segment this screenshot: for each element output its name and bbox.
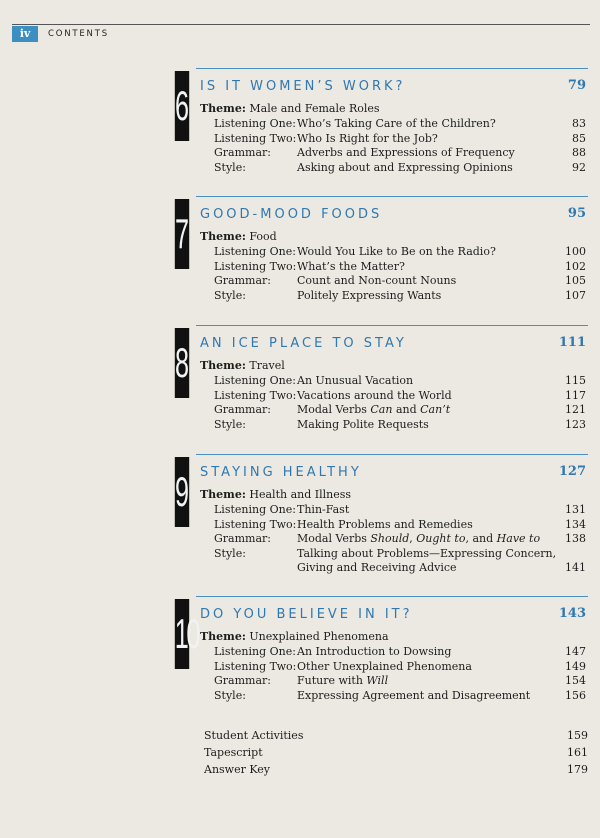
section-row[interactable]	[214, 403, 586, 418]
section-title: Politely Expressing Wants	[297, 288, 442, 302]
section-label: Listening Two:	[214, 259, 297, 273]
page-number-badge: iv	[12, 26, 38, 42]
section-title: Other Unexplained Phenomena	[297, 659, 472, 673]
section-title: An Introduction to Dowsing	[297, 645, 452, 658]
section-row[interactable]	[214, 274, 586, 289]
unit-title[interactable]: IS IT WOMEN’S WORK?	[200, 79, 406, 94]
section-page-number: 92	[572, 160, 586, 174]
unit-rule	[196, 596, 588, 597]
section-title: Thin-Fast	[297, 503, 350, 516]
section-page-number: 102	[565, 259, 586, 273]
section-row[interactable]	[214, 418, 586, 433]
section-title: Would You Like to Be on the Radio?	[297, 245, 496, 258]
section-row[interactable]	[214, 503, 586, 518]
section-page-number: 123	[565, 417, 586, 431]
section-label: Grammar:	[214, 274, 271, 287]
header-rule	[12, 24, 590, 25]
section-page-number: 88	[572, 146, 586, 159]
section-row[interactable]	[214, 245, 586, 260]
back-matter-page-number: 179	[567, 763, 588, 776]
section-title: Future with Will	[297, 674, 389, 687]
section-page-number: 156	[565, 688, 586, 702]
section-page-number: 141	[565, 561, 586, 574]
section-label: Listening Two:	[214, 388, 297, 402]
unit-theme	[200, 230, 277, 243]
section-row[interactable]	[214, 518, 586, 533]
section-row[interactable]	[214, 547, 586, 576]
unit-page-number: 95	[567, 206, 586, 221]
back-matter-label: Answer Key	[204, 763, 270, 776]
section-page-number: 154	[565, 674, 586, 687]
section-page-number: 105	[565, 274, 586, 287]
unit-sections	[214, 117, 586, 175]
section-title: Vacations around the World	[297, 388, 452, 402]
section-title: Who’s Taking Care of the Children?	[297, 117, 496, 130]
theme-text: Health and Illness	[249, 488, 352, 501]
section-label: Listening Two:	[214, 517, 297, 531]
section-row[interactable]	[214, 374, 586, 389]
section-title: Expressing Agreement and Disagreement	[297, 688, 531, 702]
section-label: Grammar:	[214, 403, 271, 416]
section-row[interactable]	[214, 117, 586, 132]
header-title: CONTENTS	[48, 29, 109, 39]
section-title: Talking about Problems—Expressing Concern, Giving and Receiving Advice	[297, 546, 557, 574]
section-page-number: 121	[565, 403, 586, 416]
unit-title[interactable]: AN ICE PLACE TO STAY	[200, 336, 407, 351]
unit-page-number: 127	[558, 464, 586, 479]
section-label: Listening One:	[214, 245, 296, 258]
unit-theme	[200, 488, 351, 501]
unit-number-block: 6	[175, 71, 189, 141]
theme-text: Male and Female Roles	[249, 102, 380, 115]
section-title: Count and Non-count Nouns	[297, 274, 457, 287]
back-matter-row[interactable]	[204, 729, 588, 746]
theme-text: Food	[249, 230, 277, 243]
section-row[interactable]	[214, 532, 586, 547]
unit-number-block: 8	[175, 328, 189, 398]
theme-label: Theme:	[200, 102, 246, 115]
section-row[interactable]	[214, 645, 586, 660]
section-label: Style:	[214, 288, 246, 302]
unit-page-number: 111	[558, 335, 586, 350]
section-page-number: 149	[565, 659, 586, 673]
section-page-number: 131	[565, 503, 586, 516]
section-label: Grammar:	[214, 532, 271, 545]
section-page-number: 85	[572, 131, 586, 145]
section-row[interactable]	[214, 660, 586, 675]
section-row[interactable]	[214, 132, 586, 147]
section-page-number: 117	[565, 388, 586, 402]
section-page-number: 107	[565, 288, 586, 302]
back-matter-page-number: 159	[567, 729, 588, 742]
back-matter-label: Tapescript	[204, 746, 263, 759]
section-label: Listening One:	[214, 117, 296, 130]
back-matter-list	[204, 729, 588, 780]
unit-rule	[196, 454, 588, 455]
section-label: Style:	[214, 688, 246, 702]
section-title: What’s the Matter?	[297, 259, 405, 273]
unit-number-block: 7	[175, 199, 189, 269]
section-row[interactable]	[214, 146, 586, 161]
section-label: Style:	[214, 417, 246, 431]
section-label: Listening Two:	[214, 659, 297, 673]
unit-theme	[200, 630, 389, 643]
section-label: Style:	[214, 546, 246, 560]
section-label: Grammar:	[214, 146, 271, 159]
unit-page-number: 143	[558, 606, 586, 621]
unit-rule	[196, 68, 588, 69]
back-matter-row[interactable]	[204, 763, 588, 780]
section-title: Making Polite Requests	[297, 417, 429, 431]
back-matter-row[interactable]	[204, 746, 588, 763]
section-page-number: 83	[572, 117, 586, 130]
section-label: Style:	[214, 160, 246, 174]
unit-title[interactable]: GOOD-MOOD FOODS	[200, 207, 383, 222]
unit-theme	[200, 359, 285, 372]
unit-theme	[200, 102, 380, 115]
section-row[interactable]	[214, 260, 586, 275]
section-title: Asking about and Expressing Opinions	[297, 160, 513, 174]
unit-number-block: 10	[175, 599, 189, 669]
section-row[interactable]	[214, 161, 586, 176]
unit-sections	[214, 503, 586, 576]
section-title: Who Is Right for the Job?	[297, 131, 438, 145]
section-title: Adverbs and Expressions of Frequency	[297, 146, 515, 159]
theme-text: Travel	[249, 359, 285, 372]
unit-page-number: 79	[567, 78, 586, 93]
unit-sections	[214, 374, 586, 432]
unit-title[interactable]: STAYING HEALTHY	[200, 465, 362, 480]
section-label: Listening One:	[214, 374, 296, 387]
section-title: Modal Verbs Can and Can’t	[297, 403, 451, 416]
section-title: Modal Verbs Should, Ought to, and Have to	[297, 532, 541, 545]
section-row[interactable]	[214, 674, 586, 689]
theme-label: Theme:	[200, 359, 246, 372]
section-row[interactable]	[214, 289, 586, 304]
theme-label: Theme:	[200, 230, 246, 243]
section-title: Health Problems and Remedies	[297, 517, 473, 531]
unit-sections	[214, 645, 586, 703]
section-row[interactable]	[214, 689, 586, 704]
section-label: Listening Two:	[214, 131, 297, 145]
theme-label: Theme:	[200, 488, 246, 501]
theme-text: Unexplained Phenomena	[249, 630, 389, 643]
section-page-number: 147	[565, 645, 586, 658]
section-page-number: 138	[565, 532, 586, 545]
unit-rule	[196, 325, 588, 326]
section-page-number: 134	[565, 517, 586, 531]
theme-label: Theme:	[200, 630, 246, 643]
unit-rule	[196, 196, 588, 197]
section-label: Listening One:	[214, 503, 296, 516]
section-title: An Unusual Vacation	[297, 374, 414, 387]
section-row[interactable]	[214, 389, 586, 404]
section-label: Grammar:	[214, 674, 271, 687]
back-matter-label: Student Activities	[204, 729, 304, 742]
section-page-number: 100	[565, 245, 586, 258]
section-page-number: 115	[565, 374, 586, 387]
back-matter-page-number: 161	[567, 746, 588, 759]
unit-sections	[214, 245, 586, 303]
unit-title[interactable]: DO YOU BELIEVE IN IT?	[200, 607, 413, 622]
unit-number-block: 9	[175, 457, 189, 527]
section-label: Listening One:	[214, 645, 296, 658]
